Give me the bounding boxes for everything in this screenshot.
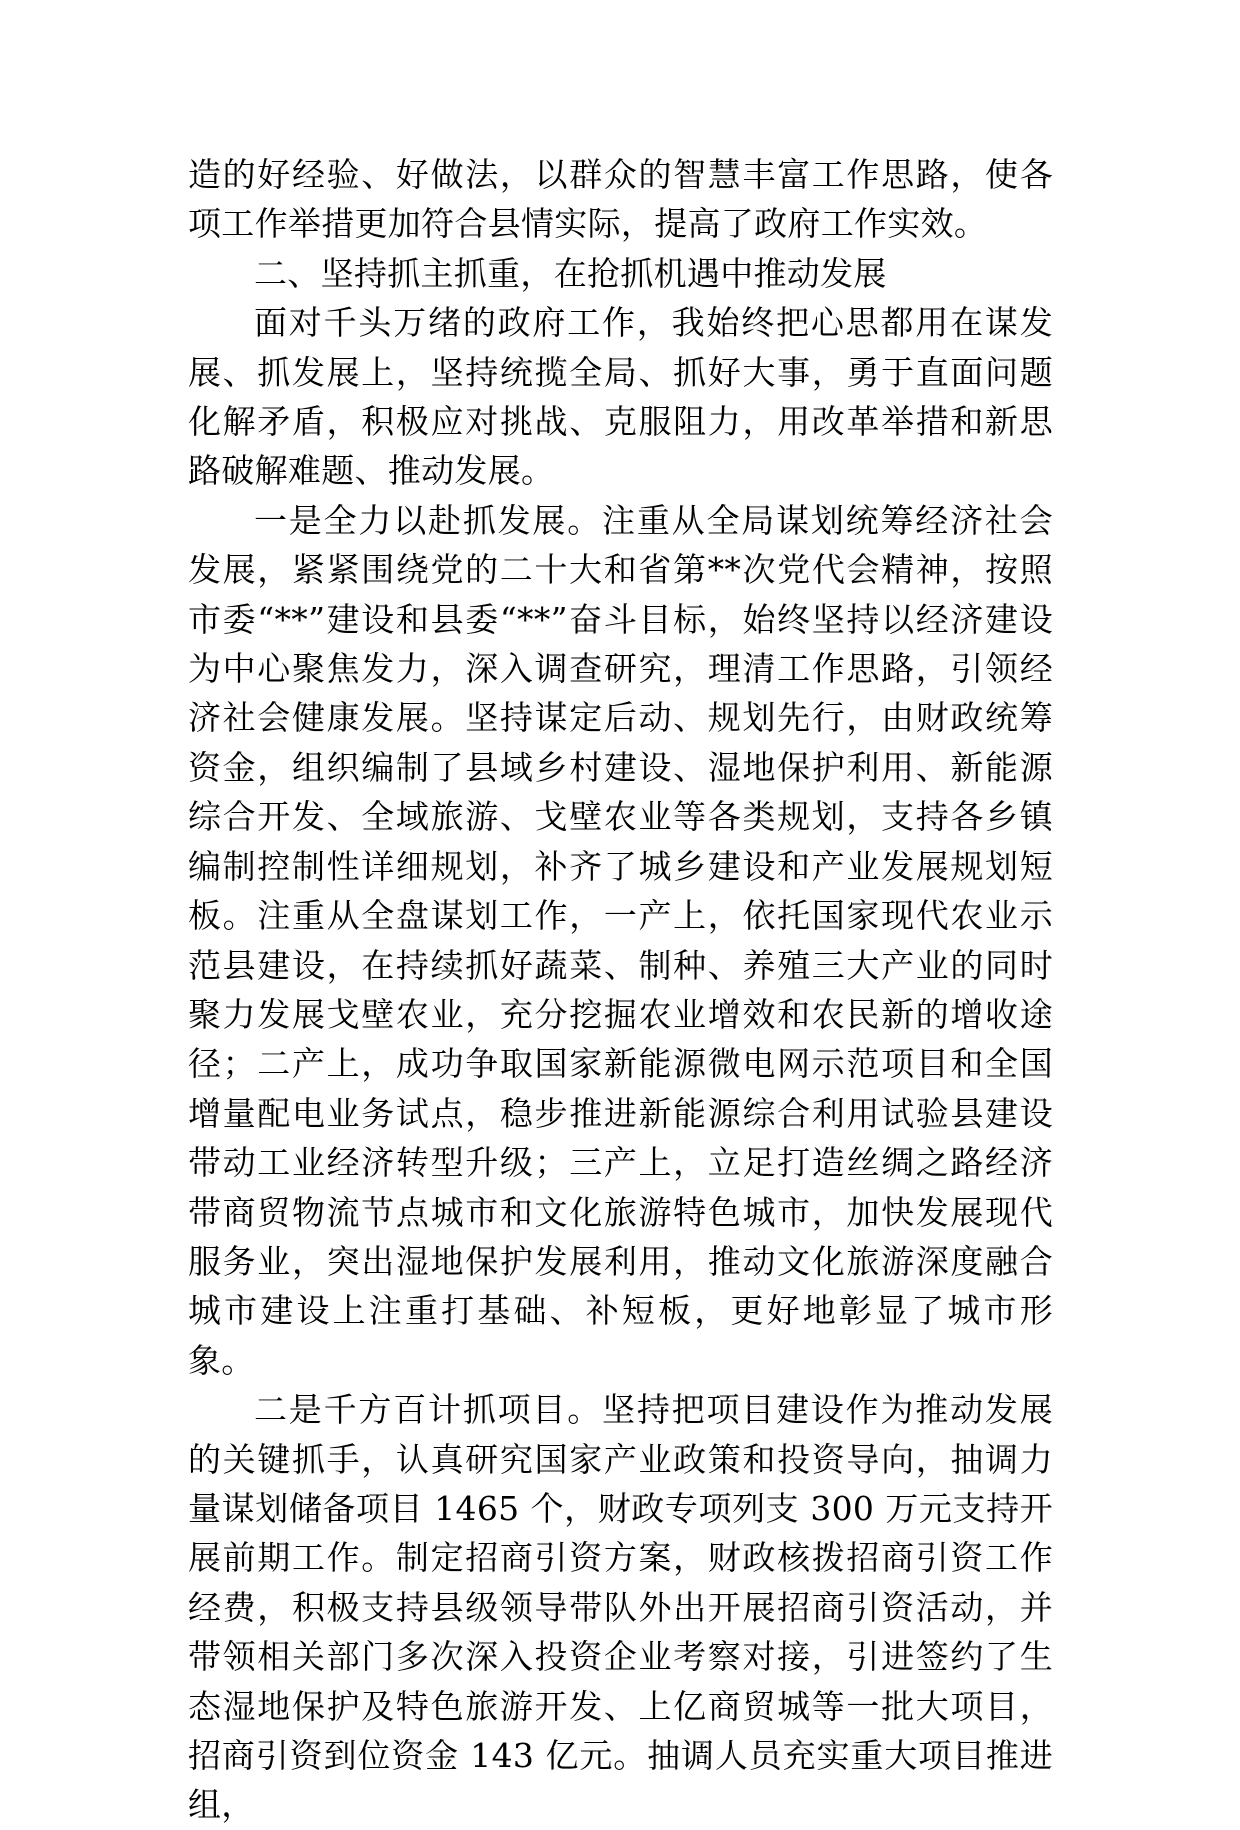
section-heading: 二、坚持抓主抓重，在抢抓机遇中推动发展: [254, 253, 887, 293]
paragraph-projects: 二是千方百计抓项目。坚持把项目建设作为推动发展的关键抓手，认真研究国家产业政策和投资导向，抽调力量谋划储备项目 1465 个，财政专项列支 300 万元支持开展前期工作。制定招商引资方案，财政核拨招商引资工作经费，积极支持县级领导带队外出开展招商引资活动，并带领相关部门多次深入投资企业考察对接，引进签约了生态湿地保护及特色旅游开发、上亿商贸城等一批大项目，招商引资到位资金 143 亿元。抽调人员充实重大项目推进组，: [188, 1390, 1053, 1825]
paragraph-continuation: 造的好经验、好做法，以群众的智慧丰富工作思路，使各项工作举措更加符合县情实际，提高了政府工作实效。: [188, 155, 1053, 244]
paragraph-development: 一是全力以赴抓发展。注重从全局谋划统筹经济社会发展，紧紧围绕党的二十大和省第**次党代会精神，按照市委“**”建设和县委“**”奋斗目标，始终坚持以经济建设为中心聚焦发力，深入调查研究，理清工作思路，引领经济社会健康发展。坚持谋定后动、规划先行，由财政统筹资金，组织编制了县域乡村建设、湿地保护利用、新能源综合开发、全域旅游、戈壁农业等各类规划，支持各乡镇编制控制性详细规划，补齐了城乡建设和产业发展规划短板。注重从全盘谋划工作，一产上，依托国家现代农业示范县建设，在持续抓好蔬菜、制种、养殖三大产业的同时聚力发展戈壁农业，充分挖掘农业增效和农民新的增收途径；二产上，成功争取国家新能源微电网示范项目和全国增量配电业务试点，稳步推进新能源综合利用试验县建设带动工业经济转型升级；三产上，立足打造丝绸之路经济带商贸物流节点城市和文化旅游特色城市，加快发展现代服务业，突出湿地保护发展利用，推动文化旅游深度融合城市建设上注重打基础、补短板，更好地彰显了城市形象。: [188, 500, 1053, 1380]
document-page: [188, 150, 1053, 1830]
paragraph-intro: 面对千头万绪的政府工作，我始终把心思都用在谋发展、抓发展上，坚持统揽全局、抓好大事，勇于直面问题化解矛盾，积极应对挑战、克服阻力，用改革举措和新思路破解难题、推动发展。: [188, 303, 1053, 491]
